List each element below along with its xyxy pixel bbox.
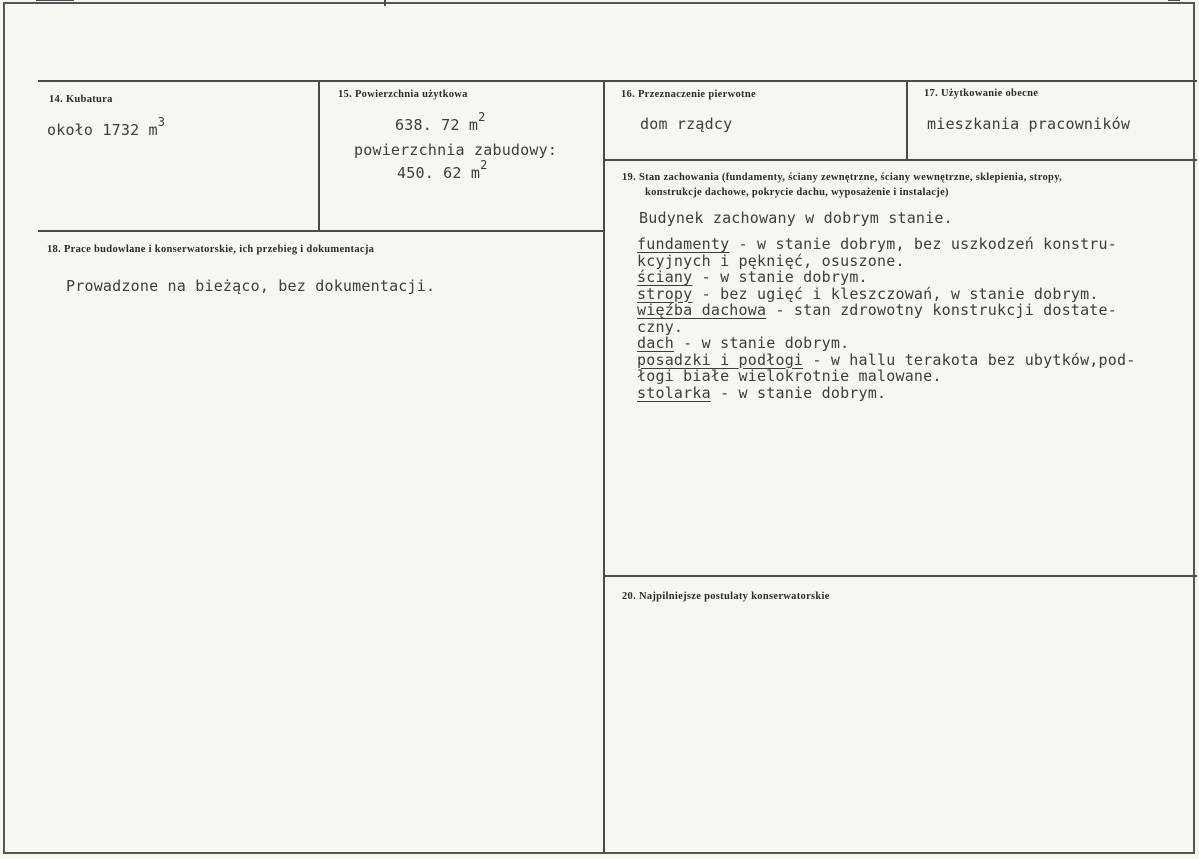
- field-15-built-area-label: powierzchnia zabudowy:: [354, 141, 558, 159]
- condition-term: więźba dachowa: [637, 301, 767, 319]
- condition-line: [637, 385, 1135, 402]
- condition-text: - w stanie dobrym.: [673, 334, 850, 352]
- field-15-built-area: [397, 158, 488, 182]
- condition-line: [637, 236, 1135, 253]
- grid-line-16-bottom: [604, 159, 1197, 161]
- field-14-unit-exponent: 3: [157, 115, 166, 129]
- field-20-label: 20. Najpilniejsze postulaty konserwatorskie: [622, 591, 830, 602]
- field-15-usable-area: [395, 110, 486, 134]
- field-19-label-line1: 19. Stan zachowania (fundamenty, ściany zewnętrzne, ściany wewnętrzne, sklepienia, stropy,: [622, 172, 1063, 183]
- top-mark-right: [1168, 0, 1180, 1]
- field-15-usable-area-text: 638. 72 m: [395, 116, 479, 134]
- condition-text: - stan zdrowotny konstrukcji dostate-: [766, 301, 1118, 319]
- condition-line: [637, 368, 1135, 385]
- condition-line: [637, 302, 1135, 319]
- condition-term: ściany: [637, 268, 693, 286]
- grid-line-15-left: [318, 80, 320, 232]
- condition-line: [637, 335, 1135, 352]
- grid-line-19-bottom: [604, 575, 1197, 577]
- grid-line-left-mid: [38, 230, 605, 232]
- field-15-usable-area-exponent: 2: [478, 110, 486, 124]
- field-19-condition-list: [637, 236, 1135, 401]
- field-16-value: dom rządcy: [640, 115, 733, 133]
- condition-term: fundamenty: [637, 235, 730, 253]
- field-19-label-line2: konstrukcje dachowe, pokrycie dachu, wyposażenie i instalacje): [645, 187, 949, 198]
- field-14-value-text: około 1732 m: [47, 121, 158, 139]
- field-14-label: 14. Kubatura: [49, 94, 113, 105]
- field-15-built-area-text: 450. 62 m: [397, 164, 481, 182]
- condition-line: [637, 269, 1135, 286]
- grid-line-center: [603, 80, 605, 853]
- grid-line-17-left: [906, 80, 908, 160]
- top-mark-center: [384, 0, 386, 6]
- top-mark-left: [36, 0, 74, 1]
- condition-text: - w stanie dobrym, bez uszkodzeń konstru-: [729, 235, 1118, 253]
- field-14-value: [47, 115, 166, 139]
- field-18-value: Prowadzone na bieżąco, bez dokumentacji.: [66, 277, 436, 295]
- condition-term: posadzki i podłogi: [637, 350, 804, 369]
- condition-text: - bez ugięć i kleszczowań, w stanie dobrym.: [692, 284, 1099, 303]
- condition-text: kcyjnych i pęknięć, osuszone.: [637, 251, 905, 270]
- field-15-label: 15. Powierzchnia użytkowa: [338, 89, 468, 100]
- condition-text: - w stanie dobrym.: [692, 268, 868, 286]
- field-17-value: mieszkania pracowników: [927, 115, 1131, 133]
- condition-term: stolarka: [637, 383, 711, 402]
- field-17-label: 17. Użytkowanie obecne: [924, 88, 1039, 99]
- field-18-label: 18. Prace budowlane i konserwatorskie, ich przebieg i dokumentacja: [47, 244, 375, 255]
- condition-text: łogi białe wielokrotnie malowane.: [637, 367, 942, 385]
- condition-line: [637, 352, 1135, 369]
- condition-text: - w stanie dobrym.: [710, 383, 887, 402]
- condition-term: dach: [637, 334, 674, 352]
- field-15-built-area-exponent: 2: [480, 158, 488, 172]
- condition-line: [637, 286, 1135, 303]
- condition-term: stropy: [637, 284, 693, 303]
- condition-line: [637, 319, 1135, 336]
- condition-line: [637, 253, 1135, 270]
- condition-text: - w hallu terakota bez ubytków,pod-: [803, 350, 1136, 369]
- condition-text: czny.: [637, 317, 684, 336]
- field-19-intro: Budynek zachowany w dobrym stanie.: [639, 209, 953, 227]
- grid-line-top: [38, 80, 1197, 82]
- field-16-label: 16. Przeznaczenie pierwotne: [621, 89, 756, 100]
